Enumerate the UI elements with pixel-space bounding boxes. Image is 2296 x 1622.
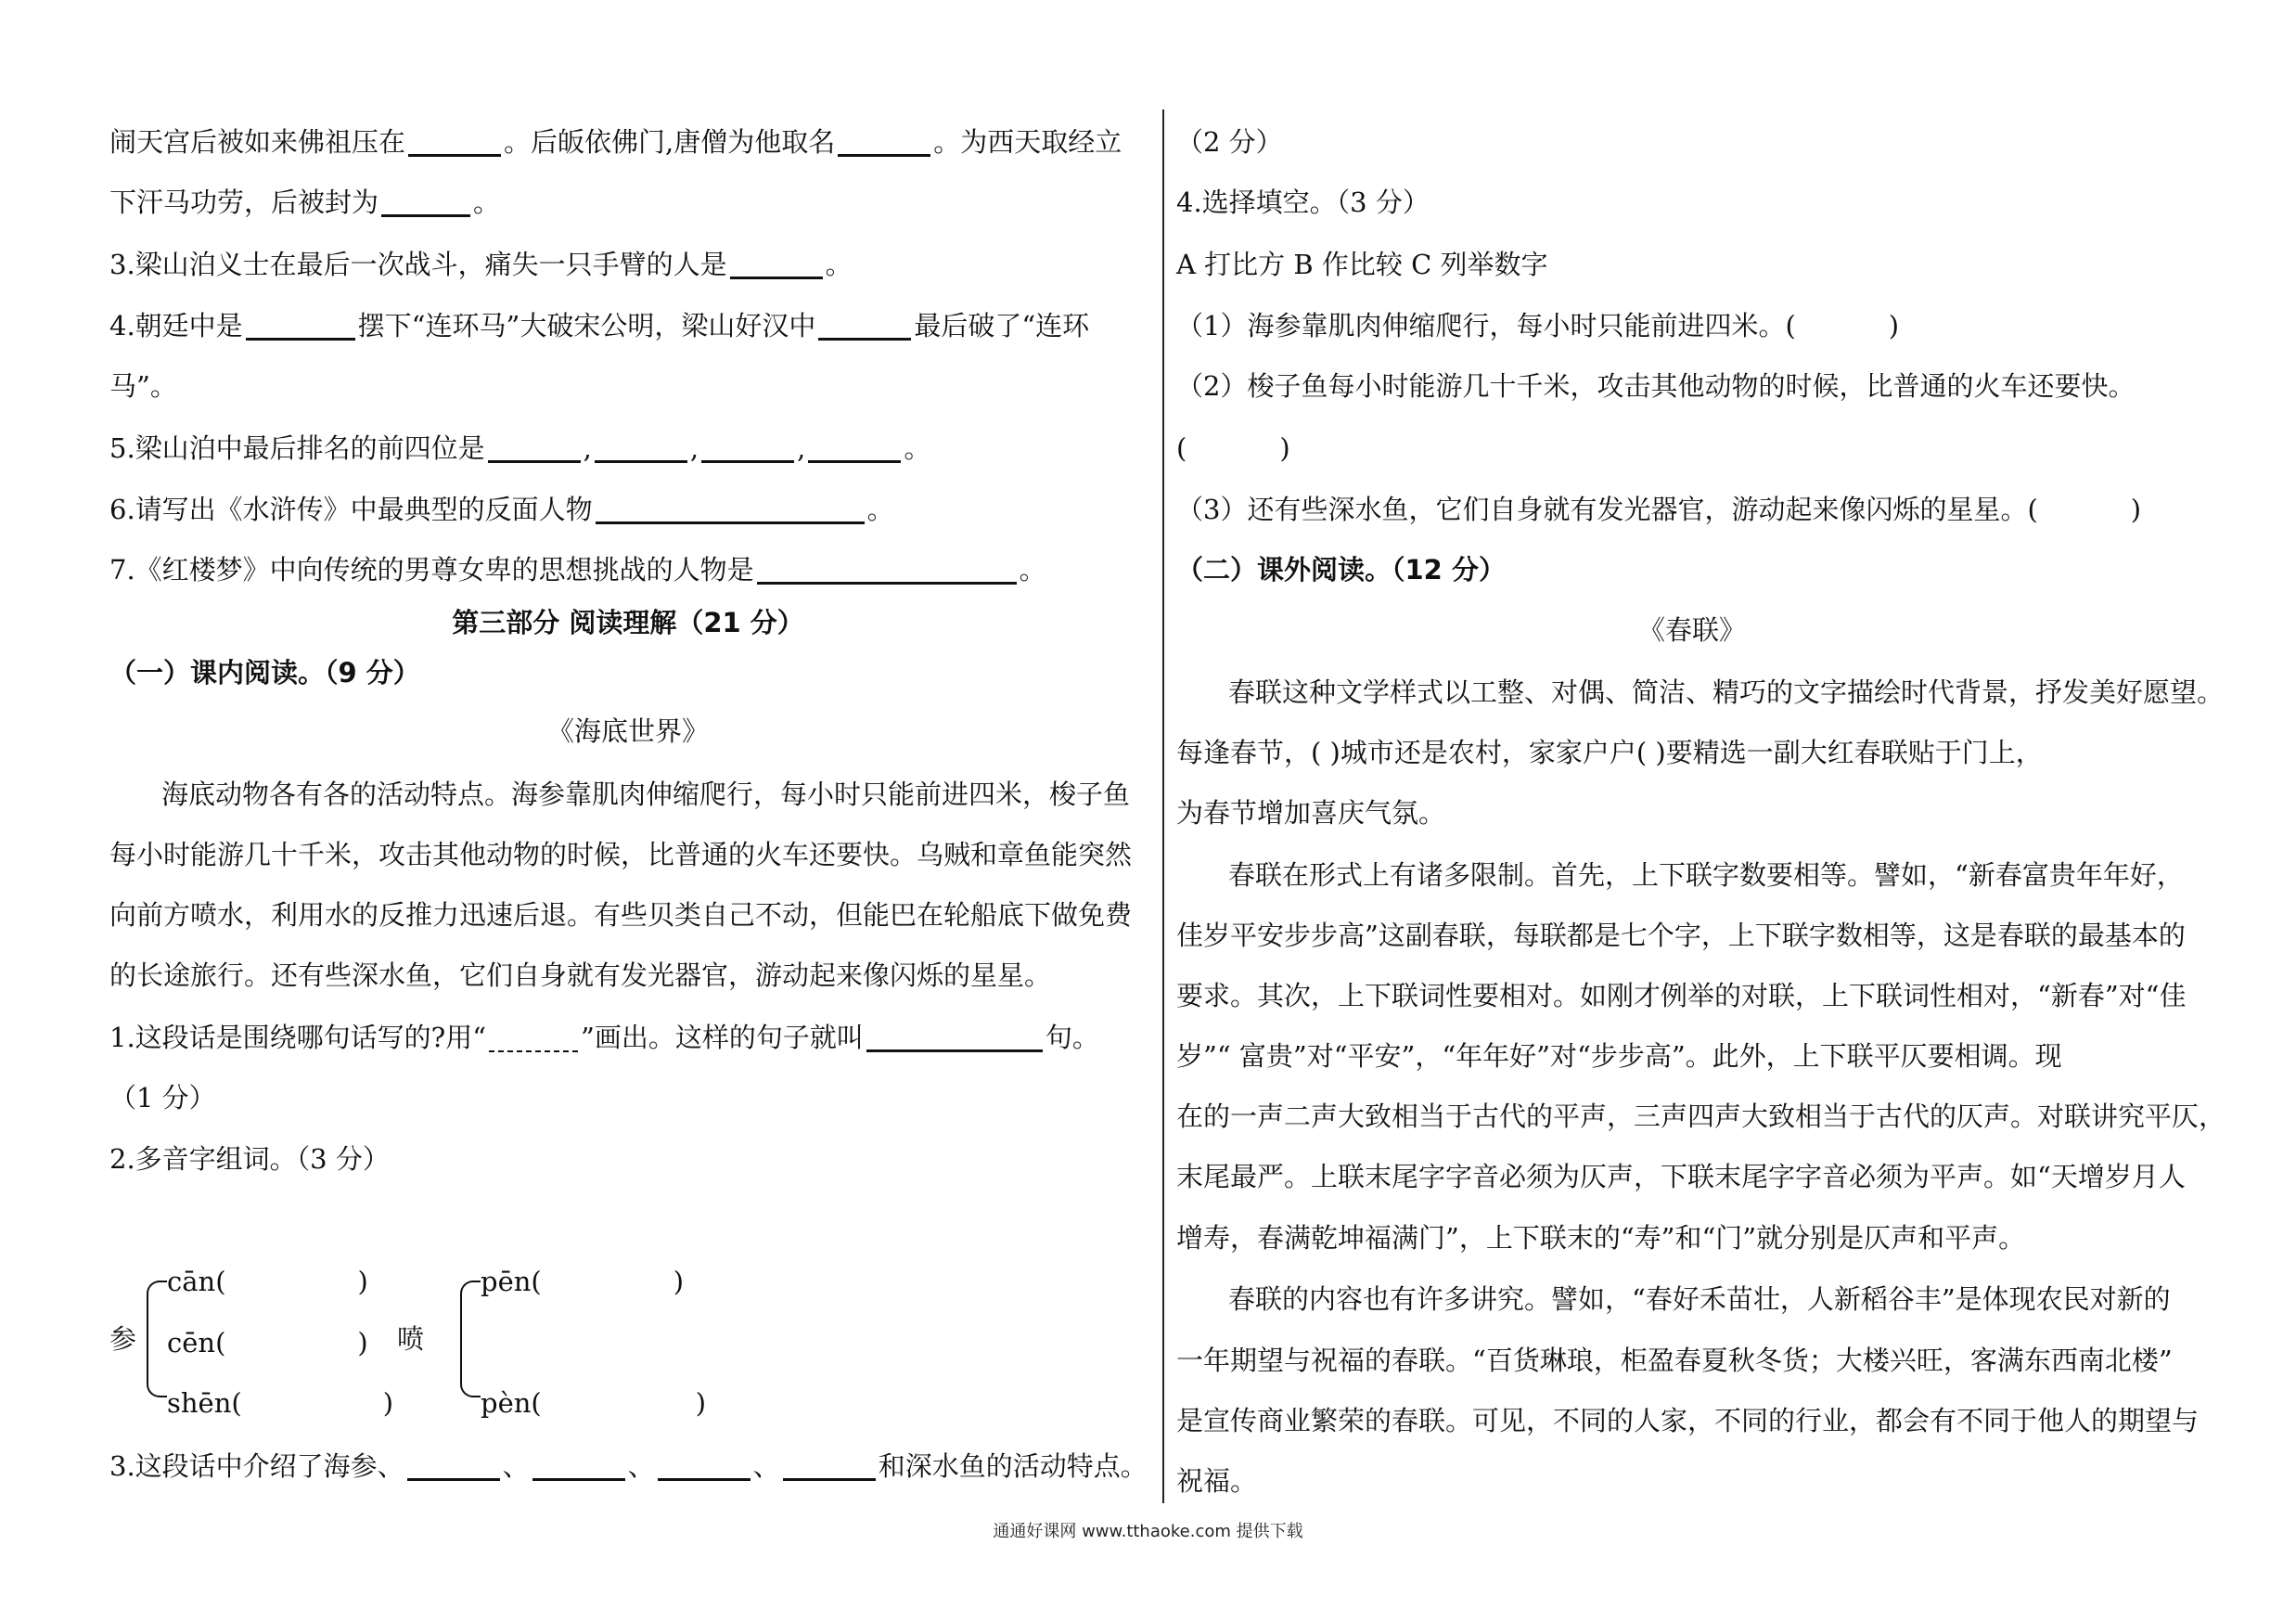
answer-blank[interactable] (532, 1454, 625, 1481)
answer-blank[interactable] (818, 314, 911, 341)
close-paren: ) (2130, 494, 2142, 525)
rq3-text-a: 3.这段话中介绍了海参、 (109, 1450, 404, 1482)
answer-blank[interactable] (783, 1454, 876, 1481)
question-3 (109, 246, 853, 283)
passage2-line: 春联这种文学样式以工整、对偶、简洁、精巧的文字描绘时代背景，抒发美好愿望。 (1228, 676, 2225, 708)
q2-text-e: 。 (473, 187, 501, 218)
answer-blank[interactable] (596, 497, 865, 524)
q2-line-1 (109, 123, 1122, 161)
q3-end: 。 (825, 249, 853, 280)
rq4-3-text: （3）还有些深水鱼，它们自身就有发光器官，游动起来像闪烁的星星。( (1176, 494, 2038, 525)
answer-blank[interactable] (757, 558, 1017, 585)
reading-question-4: 4.选择填空。（3 分） (1176, 187, 1430, 218)
rq3-score: （2 分） (1176, 126, 1283, 158)
rq4-options: A 打比方 B 作比较 C 列举数字 (1176, 249, 1548, 280)
rq1-text-c: 句。 (1045, 1022, 1099, 1053)
q2-text-a: 闹天宫后被如来佛祖压在 (109, 126, 406, 158)
separator: 、 (627, 1450, 655, 1482)
close-paren: ) (1279, 432, 1290, 464)
question-4-line-2: 马”。 (109, 370, 177, 402)
answer-blank[interactable] (408, 130, 501, 157)
rq4-item-3 (1176, 491, 2141, 528)
passage2-line: 为春节增加喜庆气氛。 (1176, 797, 1446, 829)
rq1-text-b: ”画出。这样的句子就叫 (581, 1022, 864, 1053)
close-paren: ) (382, 1387, 394, 1419)
passage2-line: 增寿，春满乾坤福满门”，上下联末的“寿”和“门”就分别是仄声和平声。 (1176, 1222, 2026, 1254)
brace-left-2 (460, 1281, 481, 1397)
q2-text-d: 下汗马功劳，后被封为 (109, 187, 379, 218)
passage2-line: 佳岁平安步步高”这副春联，每联都是七个字，上下联字数相等，这是春联的最基本的 (1176, 920, 2186, 951)
part3-title: 第三部分 阅读理解（21 分） (452, 607, 804, 638)
passage2-line: 一年期望与祝福的春联。“百货琳琅，柜盈春夏秋冬货；大楼兴旺，客满东西南北楼” (1176, 1345, 2173, 1376)
question-4 (109, 307, 1089, 344)
pinyin-label: pēn( (481, 1266, 542, 1297)
passage-line: 海底动物各有各的活动特点。海参靠肌肉伸缩爬行，每小时只能前进四米，梭子鱼 (161, 779, 1131, 810)
separator: , (583, 432, 592, 464)
rq4-item-1 (1176, 307, 1899, 344)
pinyin-label: shēn( (167, 1387, 242, 1419)
passage2-line: 祝福。 (1176, 1465, 1258, 1497)
rq4-item-2: （2）梭子鱼每小时能游几十千米，攻击其他动物的时候，比普通的火车还要快。 (1176, 370, 2136, 402)
answer-blank[interactable] (808, 436, 901, 463)
polyphonic-char-pen: 喷 (397, 1323, 425, 1355)
rq1-score: （1 分） (109, 1082, 216, 1114)
q7-text: 7.《红楼梦》中向传统的男尊女卑的思想挑战的人物是 (109, 554, 754, 586)
section1-title: （一）课内阅读。（9 分） (109, 657, 420, 689)
passage2-line: 是宣传商业繁荣的春联。可见，不同的人家，不同的行业，都会有不同于他人的期望与 (1176, 1405, 2200, 1436)
answer-blank[interactable] (407, 1454, 500, 1481)
rq1-text-a: 1.这段话是围绕哪句话写的?用“ (109, 1022, 487, 1053)
reading-cen (167, 1324, 368, 1361)
q2-text-c: 。为西天取经立 (933, 126, 1122, 158)
passage2-line: 每逢春节，( )城市还是农村，家家户户( )要精选一副大红春联贴于门上， (1176, 737, 2043, 768)
separator: 、 (502, 1450, 530, 1482)
reading-can (167, 1263, 368, 1300)
passage2-line: 在的一声二声大致相当于古代的平声，三声四声大致相当于古代的仄声。对联讲究平仄， (1176, 1101, 2226, 1132)
answer-blank[interactable] (595, 436, 687, 463)
passage-line: 每小时能游几十千米，攻击其他动物的时候，比普通的火车还要快。乌贼和章鱼能突然 (109, 839, 1133, 870)
open-paren: ( (1176, 432, 1187, 464)
question-6 (109, 491, 894, 528)
passage2-line: 要求。其次，上下联词性要相对。如刚才例举的对联，上下联词性相对，“新春”对“佳 (1176, 980, 2187, 1011)
reading-question-1 (109, 1019, 1099, 1056)
answer-blank[interactable] (730, 252, 823, 279)
reading-shen (167, 1384, 393, 1422)
rq3-text-b: 和深水鱼的活动特点。 (878, 1450, 1148, 1482)
q6-end: 。 (866, 494, 894, 525)
passage-title: 《海底世界》 (546, 715, 709, 747)
reading-question-3 (109, 1448, 1148, 1485)
question-5 (109, 430, 930, 467)
passage2-line: 岁”“ 富贵”对“平安”，“年年好”对“步步高”。此外，上下联平仄要相调。现 (1176, 1040, 2062, 1072)
close-paren: ) (357, 1327, 368, 1358)
pinyin-label: cēn( (167, 1327, 226, 1358)
answer-blank[interactable] (381, 190, 470, 217)
q2-text-b: 。后皈依佛门,唐僧为他取名 (504, 126, 836, 158)
footer-source: 通通好课网 www.tthaoke.com 提供下载 (993, 1522, 1303, 1541)
polyphonic-char-can: 参 (109, 1323, 137, 1355)
q4-text-a: 4.朝廷中是 (109, 310, 243, 341)
pinyin-label: pèn( (481, 1387, 542, 1419)
separator: , (797, 432, 806, 464)
q7-end: 。 (1019, 554, 1046, 586)
passage2-line: 春联在形式上有诸多限制。首先，上下联字数要相等。譬如，“新春富贵年年好， (1228, 859, 2184, 891)
rq4-1-text: （1）海参靠肌肉伸缩爬行，每小时只能前进四米。( (1176, 310, 1796, 341)
separator: , (689, 432, 699, 464)
answer-blank[interactable] (488, 436, 581, 463)
answer-blank[interactable] (838, 130, 930, 157)
rq4-item-2-paren (1176, 430, 1290, 467)
close-paren: ) (357, 1266, 368, 1297)
reading-question-2: 2.多音字组词。（3 分） (109, 1143, 390, 1175)
pinyin-label: cān( (167, 1266, 226, 1297)
passage2-line: 末尾最严。上联末尾字字音必须为仄声，下联末尾字字音必须为平声。如“天增岁月人 (1176, 1161, 2186, 1192)
close-paren: ) (695, 1387, 707, 1419)
reading-pen4 (481, 1384, 706, 1422)
answer-blank[interactable] (658, 1454, 750, 1481)
column-divider (1162, 109, 1164, 1503)
q5-end: 。 (904, 432, 931, 464)
q6-text: 6.请写出《水浒传》中最典型的反面人物 (109, 494, 593, 525)
passage2-line: 春联的内容也有许多讲究。譬如，“春好禾苗壮，人新稻谷丰”是体现农民对新的 (1228, 1283, 2171, 1315)
question-7 (109, 551, 1046, 588)
answer-blank[interactable] (246, 314, 355, 341)
answer-blank[interactable] (866, 1025, 1043, 1052)
passage2-title: 《春联》 (1637, 614, 1746, 646)
brace-left-1 (147, 1281, 167, 1397)
answer-blank[interactable] (701, 436, 794, 463)
q2-line-2 (109, 184, 500, 221)
section2-title: （二）课外阅读。（12 分） (1176, 554, 1506, 586)
close-paren: ) (673, 1266, 685, 1297)
passage-line: 的长途旅行。还有些深水鱼，它们自身就有发光器官，游动起来像闪烁的星星。 (109, 959, 1052, 991)
separator: 、 (752, 1450, 780, 1482)
underline-marker (489, 1026, 578, 1052)
q3-text: 3.梁山泊义士在最后一次战斗，痛失一只手臂的人是 (109, 249, 727, 280)
q4-text-b: 摆下“连环马”大破宋公明，梁山好汉中 (357, 310, 816, 341)
passage-line: 向前方喷水，利用水的反推力迅速后退。有些贝类自己不动，但能巴在轮船底下做免费 (109, 899, 1133, 931)
q4-text-c: 最后破了“连环 (914, 310, 1090, 341)
q5-text: 5.梁山泊中最后排名的前四位是 (109, 432, 485, 464)
reading-pen1 (481, 1263, 684, 1300)
close-paren: ) (1888, 310, 1900, 341)
